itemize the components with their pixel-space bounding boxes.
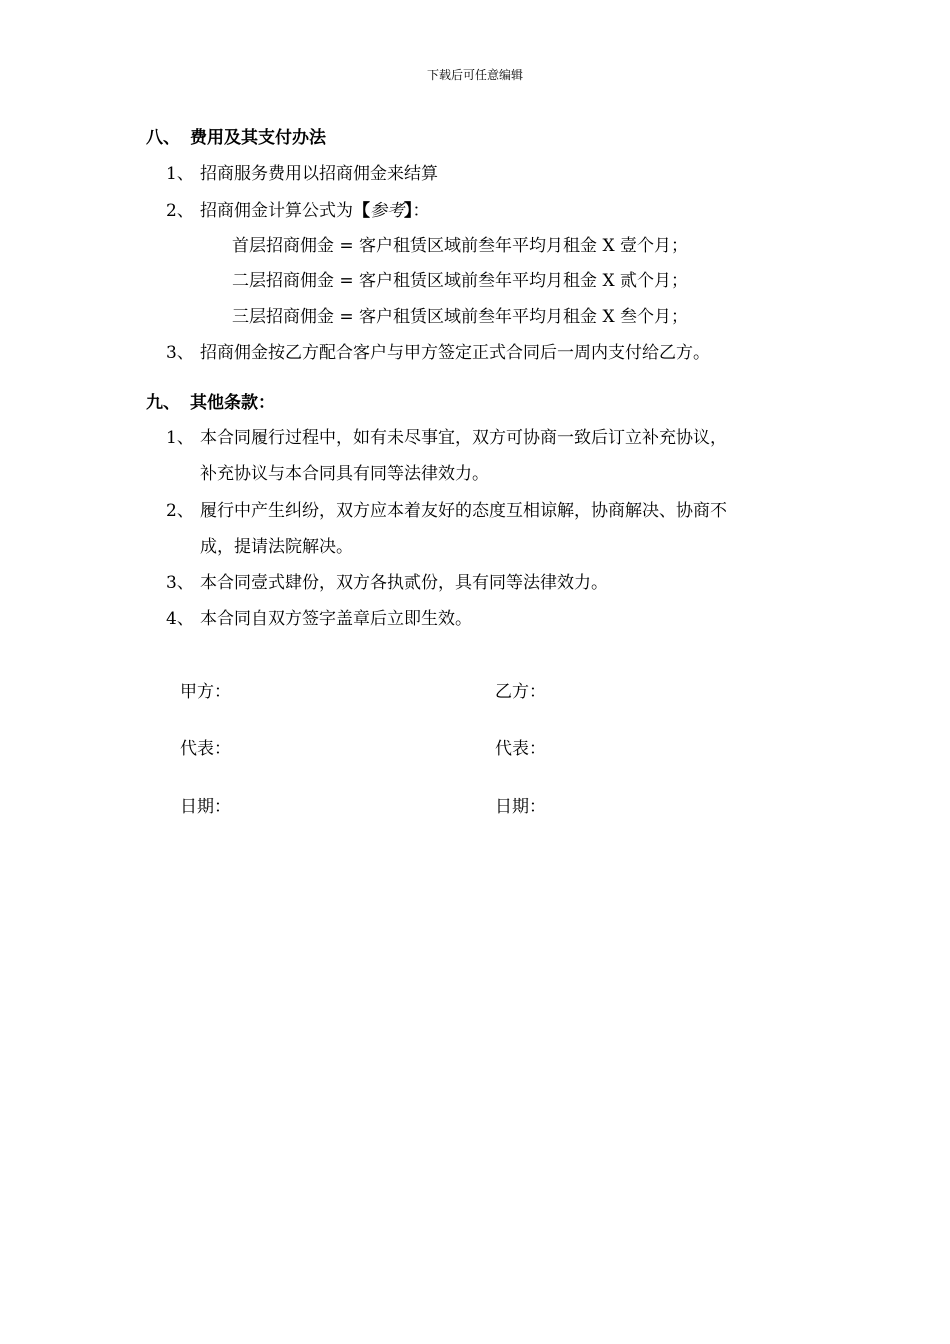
item-text: 本合同履行过程中，如有未尽事宜，双方可协商一致后订立补充协议， <box>200 428 727 448</box>
section-9-item-1 <box>166 427 727 449</box>
item-text: 招商佣金计算公式为 <box>200 201 353 221</box>
section-9-item-2 <box>166 500 727 522</box>
section-8-item-1 <box>166 163 438 185</box>
item-text: 招商佣金按乙方配合客户与甲方签定正式合同后一周内支付给乙方。 <box>200 343 710 363</box>
section-9-item-4 <box>166 608 472 630</box>
item-number: 2、 <box>166 201 194 221</box>
date-a-label: 日期： <box>180 797 231 817</box>
item-text: 履行中产生纠纷，双方应本着友好的态度互相谅解，协商解决、协商不 <box>200 501 727 521</box>
section-8-item-3 <box>166 342 710 364</box>
reference-text: 参考 <box>370 201 404 221</box>
section-8-number: 八、 <box>146 128 180 148</box>
representative-b-label: 代表： <box>495 739 546 759</box>
section-8-item-2 <box>166 200 430 222</box>
formula-line-1: 首层招商佣金 = 客户租赁区域前叁年平均月租金 X 壹个月； <box>232 236 688 256</box>
item-text: 本合同自双方签字盖章后立即生效。 <box>200 609 472 629</box>
item-text: 招商服务费用以招商佣金来结算 <box>200 164 438 184</box>
item-number: 3、 <box>166 343 194 363</box>
section-9-heading <box>146 392 275 414</box>
representative-a-label: 代表： <box>180 739 231 759</box>
item-number: 4、 <box>166 609 194 629</box>
item-number: 1、 <box>166 428 194 448</box>
date-b-label: 日期： <box>495 797 546 817</box>
section-8-title: 费用及其支付办法 <box>190 128 326 148</box>
item-number: 2、 <box>166 501 194 521</box>
formula-line-2: 二层招商佣金 = 客户租赁区域前叁年平均月租金 X 贰个月； <box>232 271 688 291</box>
section-9-item-3 <box>166 572 608 594</box>
item-text: 本合同壹式肆份，双方各执贰份，具有同等法律效力。 <box>200 573 608 593</box>
item-text-post: ： <box>412 201 430 221</box>
party-a-label: 甲方： <box>180 682 231 702</box>
section-9-item-2-continued: 成，提请法院解决。 <box>200 537 353 557</box>
page-header: 下载后可任意编辑 <box>426 68 523 82</box>
bracket-open: 【 <box>353 201 370 221</box>
formula-line-3: 三层招商佣金 = 客户租赁区域前叁年平均月租金 X 叁个月； <box>232 307 688 327</box>
item-number: 3、 <box>166 573 194 593</box>
bracket-close: 】 <box>404 201 413 221</box>
section-9-title: 其他条款： <box>190 393 275 413</box>
section-9-number: 九、 <box>146 393 180 413</box>
section-9-item-1-continued: 补充协议与本合同具有同等法律效力。 <box>200 464 489 484</box>
party-b-label: 乙方： <box>495 682 546 702</box>
item-number: 1、 <box>166 164 194 184</box>
section-8-heading <box>146 127 326 149</box>
